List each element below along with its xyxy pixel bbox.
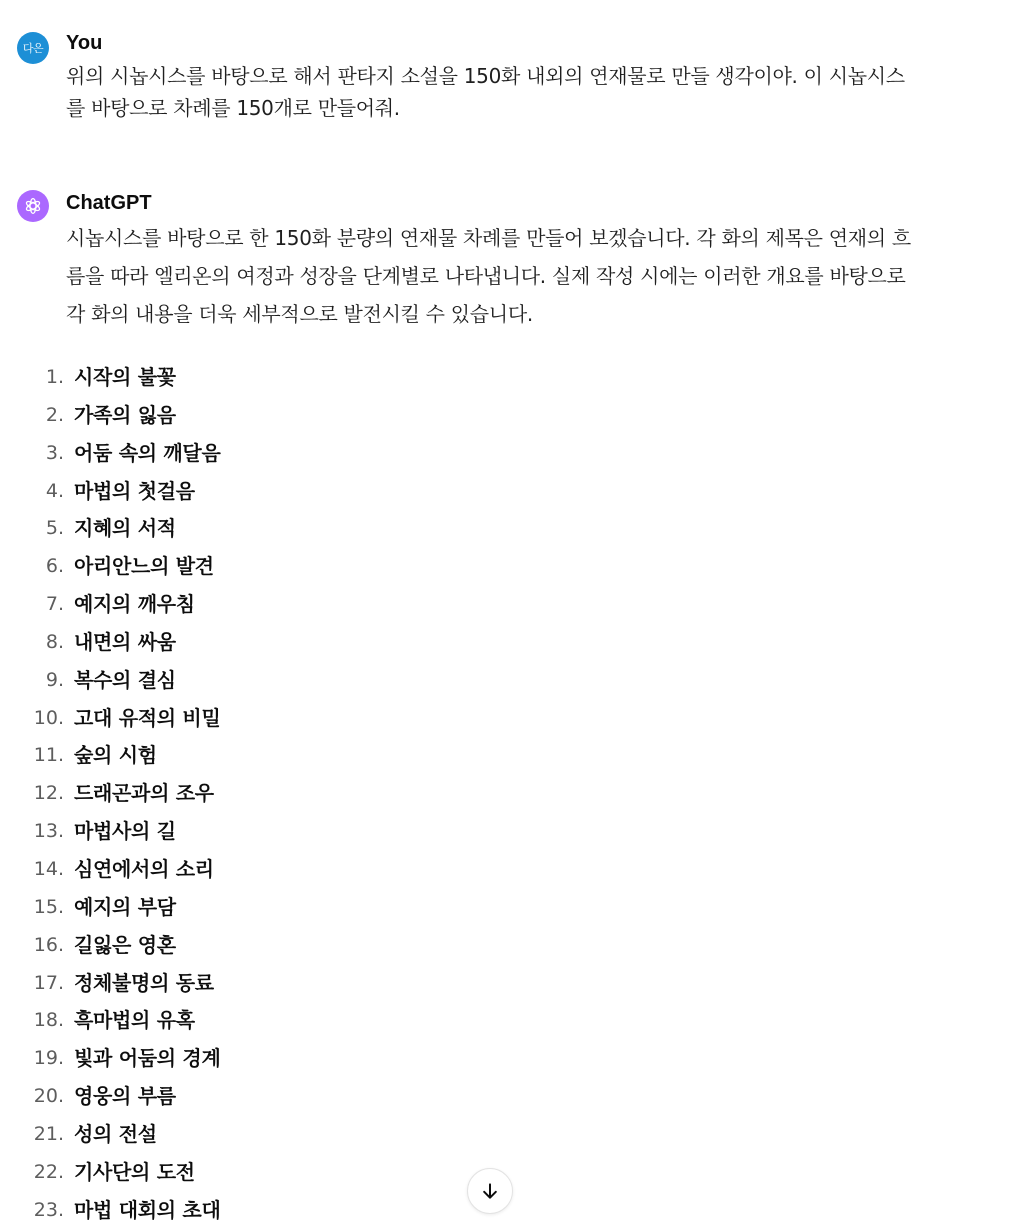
- list-item-number: 1.: [45, 366, 64, 388]
- list-item-number: 19.: [33, 1047, 64, 1070]
- list-item-number: 8.: [45, 630, 64, 653]
- assistant-avatar: [17, 190, 49, 222]
- assistant-intro-line: 시놉시스를 바탕으로 한 150화 분량의 연재물 차례를 만들어 보겠습니다. 각 화의 제목은 연재의 흐: [66, 226, 911, 250]
- list-item-number: 6.: [45, 555, 64, 578]
- list-item-number: 12.: [33, 782, 64, 805]
- list-item-number: 5.: [45, 517, 64, 540]
- user-avatar: [17, 32, 49, 64]
- list-item-number: 2.: [45, 403, 64, 426]
- list-item-number: 23.: [33, 1198, 64, 1221]
- list-item-title: 숲의 시험: [74, 743, 157, 768]
- arrow-down-icon: [480, 1181, 500, 1201]
- list-item-title: 예지의 깨우침: [74, 592, 195, 617]
- user-message-line: 를 바탕으로 차례를 150개로 만들어줘.: [66, 96, 400, 120]
- assistant-author-name: ChatGPT: [66, 192, 152, 214]
- list-item-title: 드래곤과의 조우: [74, 781, 214, 806]
- list-item-title: 예지의 부담: [74, 894, 176, 919]
- list-item-title: 마법 대회의 초대: [74, 1197, 221, 1222]
- list-item-title: 시작의 불꽃: [74, 365, 176, 389]
- list-item-title: 마법의 첫걸음: [74, 478, 195, 503]
- assistant-intro-line: 름을 따라 엘리온의 여정과 성장을 단계별로 나타냅니다. 실제 작성 시에는 이러한 개요를 바탕으로: [66, 264, 906, 288]
- user-message-text: [66, 60, 996, 124]
- list-item-number: 10.: [33, 706, 64, 729]
- list-item-number: 7.: [45, 593, 64, 616]
- list-item-number: 18.: [33, 1009, 64, 1032]
- list-item-number: 17.: [33, 971, 64, 994]
- list-item-number: 20.: [33, 1085, 64, 1108]
- list-item-title: 복수의 결심: [74, 667, 176, 692]
- list-item-number: 22.: [33, 1160, 64, 1183]
- user-message-line: 위의 시놉시스를 바탕으로 해서 판타지 소설을 150화 내외의 연재물로 만들 생각이야. 이 시놉시스: [66, 64, 905, 88]
- list-item-number: 9.: [45, 668, 64, 691]
- user-avatar-text: 다은: [22, 42, 44, 55]
- assistant-intro-text: [66, 219, 996, 333]
- list-item-title: 내면의 싸움: [74, 629, 176, 654]
- list-item-number: 11.: [33, 744, 64, 767]
- assistant-intro-line: 각 화의 내용을 더욱 세부적으로 발전시킬 수 있습니다.: [66, 302, 533, 326]
- list-item-title: 기사단의 도전: [74, 1159, 195, 1184]
- list-item-title: 아리안느의 발견: [74, 554, 214, 579]
- list-item-title: 성의 전설: [74, 1121, 157, 1146]
- list-item-title: 지혜의 서적: [74, 516, 176, 541]
- list-item-number: 4.: [45, 479, 64, 502]
- list-item-title: 정체불명의 동료: [74, 970, 214, 995]
- list-item-title: 가족의 잃음: [74, 402, 176, 427]
- list-item-title: 빛과 어둠의 경계: [74, 1046, 221, 1071]
- list-item-title: 마법사의 길: [74, 819, 176, 844]
- list-item-number: 13.: [33, 820, 64, 843]
- list-item-title: 심연에서의 소리: [74, 856, 214, 881]
- scroll-to-bottom-button[interactable]: [467, 1168, 513, 1214]
- openai-logo-icon: [22, 195, 44, 217]
- list-item-title: 고대 유적의 비밀: [74, 705, 221, 730]
- list-item-title: 흑마법의 유혹: [74, 1008, 195, 1033]
- list-item-title: 영웅의 부름: [74, 1084, 176, 1109]
- user-author-name: You: [66, 32, 103, 54]
- list-item-number: 14.: [33, 857, 64, 880]
- list-item-number: 21.: [33, 1122, 64, 1145]
- list-item-title: 길잃은 영혼: [74, 932, 176, 957]
- list-item-number: 15.: [33, 895, 64, 918]
- list-item-title: 어둠 속의 깨달음: [74, 440, 221, 465]
- list-item-number: 3.: [45, 441, 64, 464]
- list-item-number: 16.: [33, 933, 64, 956]
